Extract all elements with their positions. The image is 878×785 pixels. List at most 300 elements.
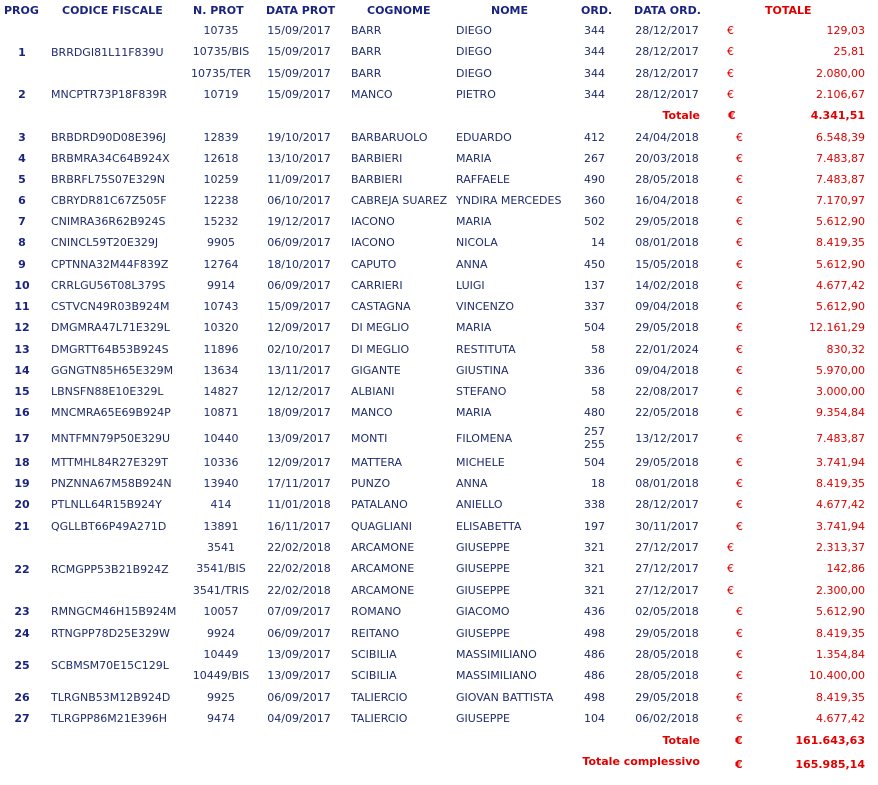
cognome-cell: REITANO (351, 627, 400, 640)
ord-cell: 412 (584, 131, 605, 144)
euro-sign: € (736, 173, 743, 186)
n-prot-cell: 12238 (203, 194, 239, 207)
euro-sign: € (736, 194, 743, 207)
ord-cell: 504 (584, 321, 605, 334)
header-codice-fiscale: CODICE FISCALE (62, 4, 163, 17)
prog-number: 27 (14, 712, 30, 725)
ord-cell: 344 (584, 67, 605, 80)
header-data-ord: DATA ORD. (634, 4, 701, 17)
importo-cell: 4.677,42 (816, 498, 865, 511)
data-prot-cell: 06/09/2017 (267, 279, 331, 292)
euro-sign: € (727, 67, 734, 80)
euro-sign: € (736, 343, 743, 356)
nome-cell: GIACOMO (456, 605, 510, 618)
ord-cell: 502 (584, 215, 605, 228)
codice-fiscale: SCBMSM70E15C129L (51, 658, 169, 672)
cognome-cell: ARCAMONE (351, 541, 415, 554)
codice-fiscale: CPTNNA32M44F839Z (51, 258, 169, 271)
ord-cell: 486 (584, 669, 605, 682)
ord-cell: 337 (584, 300, 605, 313)
grand-total-value: 165.985,14 (795, 758, 865, 771)
n-prot-cell: 10871 (203, 406, 239, 419)
euro-sign: € (727, 88, 734, 101)
euro-sign: € (736, 712, 743, 725)
importo-cell: 8.419,35 (816, 691, 865, 704)
data-prot-cell: 12/09/2017 (267, 321, 331, 334)
n-prot-cell: 10735 (203, 24, 239, 37)
data-ord-cell: 29/05/2018 (635, 215, 699, 228)
header-totale: TOTALE (765, 4, 812, 17)
data-ord-cell: 28/12/2017 (635, 67, 699, 80)
cognome-cell: PATALANO (351, 498, 408, 511)
importo-cell: 2.106,67 (816, 88, 865, 101)
prog-number: 17 (14, 432, 30, 445)
cognome-cell: ROMANO (351, 605, 402, 618)
data-prot-cell: 13/10/2017 (267, 152, 331, 165)
data-prot-cell: 15/09/2017 (267, 24, 331, 37)
ord-cell: 58 (591, 343, 605, 356)
data-prot-cell: 22/02/2018 (267, 584, 331, 597)
nome-cell: MARIA (456, 321, 492, 334)
codice-fiscale: BRBMRA34C64B924X (51, 152, 170, 165)
euro-sign: € (736, 321, 743, 334)
prog-number: 8 (18, 236, 26, 249)
nome-cell: PIETRO (456, 88, 496, 101)
euro-sign: € (736, 300, 743, 313)
data-ord-cell: 29/05/2018 (635, 627, 699, 640)
data-ord-cell: 09/04/2018 (635, 364, 699, 377)
euro-sign: € (736, 627, 743, 640)
nome-cell: MASSIMILIANO (456, 669, 537, 682)
ord-cell: 486 (584, 648, 605, 661)
nome-cell: MARIA (456, 215, 492, 228)
cognome-cell: BARBARUOLO (351, 131, 428, 144)
n-prot-cell: 10735/TER (190, 67, 251, 80)
data-ord-cell: 29/05/2018 (635, 691, 699, 704)
ord-cell: 498 (584, 691, 605, 704)
data-prot-cell: 22/02/2018 (267, 541, 331, 554)
nome-cell: YNDIRA MERCEDES (456, 194, 562, 207)
nome-cell: ANNA (456, 258, 488, 271)
n-prot-cell: 10057 (203, 605, 239, 618)
nome-cell: GIOVAN BATTISTA (456, 691, 554, 704)
prog-number: 21 (14, 520, 30, 533)
importo-cell: 8.419,35 (816, 477, 865, 490)
data-ord-cell: 27/12/2017 (635, 584, 699, 597)
nome-cell: DIEGO (456, 24, 492, 37)
importo-cell: 4.677,42 (816, 712, 865, 725)
data-ord-cell: 29/05/2018 (635, 456, 699, 469)
data-ord-cell: 28/12/2017 (635, 88, 699, 101)
data-ord-cell: 08/01/2018 (635, 236, 699, 249)
data-prot-cell: 12/09/2017 (267, 456, 331, 469)
cognome-cell: ALBIANI (351, 385, 395, 398)
cognome-cell: MANCO (351, 406, 393, 419)
importo-cell: 6.548,39 (816, 131, 865, 144)
codice-fiscale: CBRYDR81C67Z505F (51, 194, 167, 207)
cognome-cell: BARR (351, 45, 382, 58)
nome-cell: ELISABETTA (456, 520, 522, 533)
ord-cell: 336 (584, 364, 605, 377)
data-ord-cell: 09/04/2018 (635, 300, 699, 313)
data-ord-cell: 15/05/2018 (635, 258, 699, 271)
ord-cell: 344 (584, 45, 605, 58)
ord-cell: 267 (584, 152, 605, 165)
data-ord-cell: 22/08/2017 (635, 385, 699, 398)
codice-fiscale: PTLNLL64R15B924Y (51, 498, 162, 511)
data-prot-cell: 06/09/2017 (267, 691, 331, 704)
codice-fiscale: TLRGPP86M21E396H (51, 712, 167, 725)
cognome-cell: ARCAMONE (351, 584, 415, 597)
data-ord-cell: 28/05/2018 (635, 173, 699, 186)
prog-number: 23 (14, 605, 30, 618)
n-prot-cell: 10743 (203, 300, 239, 313)
prog-number: 13 (14, 343, 30, 356)
header-cognome: COGNOME (367, 4, 431, 17)
header-prog: PROG (4, 4, 39, 17)
cognome-cell: CAPUTO (351, 258, 397, 271)
prog-number: 18 (14, 456, 30, 469)
euro-sign: € (727, 45, 734, 58)
importo-cell: 2.300,00 (816, 584, 865, 597)
prog-number: 3 (18, 131, 26, 144)
codice-fiscale: DMGMRA47L71E329L (51, 321, 170, 334)
importo-cell: 25,81 (833, 45, 865, 58)
codice-fiscale: CNIMRA36R62B924S (51, 215, 166, 228)
data-prot-cell: 11/09/2017 (267, 173, 331, 186)
data-prot-cell: 18/10/2017 (267, 258, 331, 271)
data-ord-cell: 28/05/2018 (635, 648, 699, 661)
data-prot-cell: 06/09/2017 (267, 236, 331, 249)
cognome-cell: CABREJA SUAREZ (351, 194, 448, 207)
codice-fiscale: CNINCL59T20E329J (51, 236, 159, 249)
importo-cell: 2.313,37 (816, 541, 865, 554)
importo-cell: 4.677,42 (816, 279, 865, 292)
n-prot-cell: 10320 (203, 321, 239, 334)
euro-sign: € (736, 131, 743, 144)
euro-sign: € (736, 498, 743, 511)
codice-fiscale: RMNGCM46H15B924M (51, 605, 177, 618)
nome-cell: GIUSEPPE (456, 627, 510, 640)
cognome-cell: IACONO (351, 236, 395, 249)
nome-cell: STEFANO (456, 385, 507, 398)
cognome-cell: MONTI (351, 432, 388, 445)
n-prot-cell: 10735/BIS (192, 45, 250, 58)
n-prot-cell: 13891 (203, 520, 239, 533)
n-prot-cell: 10259 (203, 173, 239, 186)
prog-number: 7 (18, 215, 26, 228)
ord-cell: 321 (584, 541, 605, 554)
data-ord-cell: 27/12/2017 (635, 562, 699, 575)
n-prot-cell: 13634 (203, 364, 239, 377)
n-prot-cell: 9905 (207, 236, 235, 249)
n-prot-cell: 10440 (203, 432, 239, 445)
n-prot-cell: 3541/BIS (196, 562, 246, 575)
cognome-cell: DI MEGLIO (351, 343, 410, 356)
ord-cell: 197 (584, 520, 605, 533)
euro-sign: € (736, 385, 743, 398)
ord-cell: 257 (584, 425, 605, 438)
data-ord-cell: 24/04/2018 (635, 131, 699, 144)
prog-number: 25 (14, 658, 30, 672)
ord-cell: 18 (591, 477, 605, 490)
data-ord-cell: 28/05/2018 (635, 669, 699, 682)
n-prot-cell: 414 (210, 498, 232, 511)
euro-sign: € (736, 258, 743, 271)
euro-sign: € (736, 215, 743, 228)
prog-number: 6 (18, 194, 26, 207)
ord-cell: 58 (591, 385, 605, 398)
cognome-cell: CARRIERI (351, 279, 403, 292)
data-prot-cell: 17/11/2017 (267, 477, 331, 490)
codice-fiscale: MNCMRA65E69B924P (51, 406, 171, 419)
data-ord-cell: 08/01/2018 (635, 477, 699, 490)
ord-cell: 436 (584, 605, 605, 618)
data-ord-cell: 22/05/2018 (635, 406, 699, 419)
codice-fiscale: CRRLGU56T08L379S (51, 279, 166, 292)
nome-cell: VINCENZO (456, 300, 515, 313)
nome-cell: GIUSEPPE (456, 712, 510, 725)
cognome-cell: MANCO (351, 88, 393, 101)
euro-sign: € (727, 584, 734, 597)
ord-cell: 480 (584, 406, 605, 419)
codice-fiscale: MNCPTR73P18F839R (51, 88, 167, 101)
n-prot-cell: 3541 (207, 541, 235, 554)
cognome-cell: MATTERA (351, 456, 403, 469)
grand-total-label: Totale complessivo (582, 755, 700, 768)
prog-number: 5 (18, 173, 26, 186)
ord-cell: 137 (584, 279, 605, 292)
importo-cell: 7.483,87 (816, 173, 865, 186)
importo-cell: 5.612,90 (816, 258, 865, 271)
cognome-cell: PUNZO (351, 477, 391, 490)
euro-sign: € (727, 562, 734, 575)
cognome-cell: SCIBILIA (351, 648, 397, 661)
euro-sign: € (736, 477, 743, 490)
ord-cell: 344 (584, 24, 605, 37)
codice-fiscale: QGLLBT66P49A271D (51, 520, 167, 533)
n-prot-cell: 9925 (207, 691, 235, 704)
data-prot-cell: 19/12/2017 (267, 215, 331, 228)
data-ord-cell: 02/05/2018 (635, 605, 699, 618)
euro-sign: € (736, 432, 743, 445)
data-ord-cell: 28/12/2017 (635, 45, 699, 58)
euro-sign: € (728, 109, 736, 122)
nome-cell: MICHELE (456, 456, 505, 469)
importo-cell: 129,03 (826, 24, 865, 37)
importo-cell: 1.354,84 (816, 648, 865, 661)
importo-cell: 12.161,29 (809, 321, 865, 334)
importo-cell: 5.612,90 (816, 605, 865, 618)
ord-cell: 321 (584, 562, 605, 575)
cognome-cell: GIGANTE (351, 364, 401, 377)
data-prot-cell: 15/09/2017 (267, 45, 331, 58)
nome-cell: LUIGI (456, 279, 485, 292)
prog-number: 22 (14, 562, 30, 576)
euro-sign: € (736, 605, 743, 618)
ord-cell: 104 (584, 712, 605, 725)
importo-cell: 8.419,35 (816, 627, 865, 640)
data-ord-cell: 28/12/2017 (635, 498, 699, 511)
nome-cell: GIUSEPPE (456, 584, 510, 597)
euro-sign: € (736, 152, 743, 165)
data-prot-cell: 06/10/2017 (267, 194, 331, 207)
cognome-cell: ARCAMONE (351, 562, 415, 575)
prog-number: 4 (18, 152, 26, 165)
euro-sign: € (736, 279, 743, 292)
prog-number: 16 (14, 406, 30, 419)
ord-cell-secondary: 255 (584, 438, 605, 451)
codice-fiscale: TLRGNB53M12B924D (51, 691, 171, 704)
euro-sign: € (736, 406, 743, 419)
euro-sign: € (727, 24, 734, 37)
importo-cell: 142,86 (826, 562, 865, 575)
data-prot-cell: 13/09/2017 (267, 648, 331, 661)
data-prot-cell: 13/09/2017 (267, 669, 331, 682)
data-prot-cell: 18/09/2017 (267, 406, 331, 419)
codice-fiscale: RTNGPP78D25E329W (51, 627, 170, 640)
header-n-prot: N. PROT (193, 4, 244, 17)
nome-cell: RESTITUTA (456, 343, 516, 356)
euro-sign: € (735, 758, 743, 771)
data-ord-cell: 20/03/2018 (635, 152, 699, 165)
euro-sign: € (736, 691, 743, 704)
data-prot-cell: 15/09/2017 (267, 67, 331, 80)
data-prot-cell: 06/09/2017 (267, 627, 331, 640)
nome-cell: NICOLA (456, 236, 498, 249)
ord-cell: 338 (584, 498, 605, 511)
codice-fiscale: RCMGPP53B21B924Z (51, 562, 169, 576)
data-prot-cell: 11/01/2018 (267, 498, 331, 511)
nome-cell: GIUSEPPE (456, 562, 510, 575)
ord-cell: 14 (591, 236, 605, 249)
cognome-cell: DI MEGLIO (351, 321, 410, 334)
n-prot-cell: 15232 (203, 215, 239, 228)
data-prot-cell: 15/09/2017 (267, 300, 331, 313)
data-ord-cell: 28/12/2017 (635, 24, 699, 37)
cognome-cell: BARR (351, 24, 382, 37)
codice-fiscale: LBNSFN88E10E329L (51, 385, 164, 398)
n-prot-cell: 9924 (207, 627, 235, 640)
euro-sign: € (736, 364, 743, 377)
data-prot-cell: 22/02/2018 (267, 562, 331, 575)
cognome-cell: QUAGLIANI (351, 520, 412, 533)
data-ord-cell: 22/01/2024 (635, 343, 699, 356)
codice-fiscale: CSTVCN49R03B924M (51, 300, 170, 313)
codice-fiscale: BRBDRD90D08E396J (51, 131, 166, 144)
data-ord-cell: 13/12/2017 (635, 432, 699, 445)
prog-number: 26 (14, 691, 30, 704)
n-prot-cell: 14827 (203, 385, 239, 398)
ord-cell: 360 (584, 194, 605, 207)
codice-fiscale: MTTMHL84R27E329T (51, 456, 168, 469)
cognome-cell: TALIERCIO (351, 712, 408, 725)
euro-sign: € (735, 734, 743, 747)
ord-cell: 450 (584, 258, 605, 271)
data-ord-cell: 27/12/2017 (635, 541, 699, 554)
importo-cell: 7.483,87 (816, 152, 865, 165)
ord-cell: 504 (584, 456, 605, 469)
data-ord-cell: 29/05/2018 (635, 321, 699, 334)
prog-number: 1 (18, 45, 26, 59)
n-prot-cell: 12764 (203, 258, 239, 271)
subtotal-1-label: Totale (662, 109, 700, 122)
data-ord-cell: 16/04/2018 (635, 194, 699, 207)
codice-fiscale: DMGRTT64B53B924S (51, 343, 169, 356)
importo-cell: 5.612,90 (816, 300, 865, 313)
data-prot-cell: 07/09/2017 (267, 605, 331, 618)
importo-cell: 5.970,00 (816, 364, 865, 377)
codice-fiscale: BRBRFL75S07E329N (51, 173, 165, 186)
nome-cell: RAFFAELE (456, 173, 510, 186)
cognome-cell: BARBIERI (351, 173, 403, 186)
codice-fiscale: PNZNNA67M58B924N (51, 477, 172, 490)
cognome-cell: SCIBILIA (351, 669, 397, 682)
data-prot-cell: 13/11/2017 (267, 364, 331, 377)
nome-cell: GIUSTINA (456, 364, 509, 377)
cognome-cell: BARBIERI (351, 152, 403, 165)
importo-cell: 830,32 (826, 343, 865, 356)
euro-sign: € (736, 669, 743, 682)
data-prot-cell: 19/10/2017 (267, 131, 331, 144)
n-prot-cell: 10336 (203, 456, 239, 469)
importo-cell: 3.000,00 (816, 385, 865, 398)
ord-cell: 490 (584, 173, 605, 186)
prog-number: 19 (14, 477, 30, 490)
data-ord-cell: 14/02/2018 (635, 279, 699, 292)
prog-number: 12 (14, 321, 30, 334)
ord-cell: 321 (584, 584, 605, 597)
n-prot-cell: 10449/BIS (192, 669, 250, 682)
importo-cell: 8.419,35 (816, 236, 865, 249)
importo-cell: 5.612,90 (816, 215, 865, 228)
subtotal-2-value: 161.643,63 (795, 734, 865, 747)
prog-number: 9 (18, 258, 26, 271)
prog-number: 11 (14, 300, 30, 313)
header-nome: NOME (491, 4, 529, 17)
cognome-cell: BARR (351, 67, 382, 80)
importo-cell: 10.400,00 (809, 669, 865, 682)
header-data-prot: DATA PROT (266, 4, 336, 17)
n-prot-cell: 12839 (203, 131, 239, 144)
importo-cell: 3.741,94 (816, 520, 865, 533)
nome-cell: DIEGO (456, 67, 492, 80)
data-prot-cell: 04/09/2017 (267, 712, 331, 725)
ord-cell: 344 (584, 88, 605, 101)
nome-cell: GIUSEPPE (456, 541, 510, 554)
header-ord: ORD. (581, 4, 613, 17)
importo-cell: 2.080,00 (816, 67, 865, 80)
n-prot-cell: 9474 (207, 712, 235, 725)
subtotal-1-value: 4.341,51 (810, 109, 865, 122)
importo-cell: 3.741,94 (816, 456, 865, 469)
importo-cell: 7.483,87 (816, 432, 865, 445)
prog-number: 2 (18, 88, 26, 101)
codice-fiscale: BRRDGI81L11F839U (51, 45, 164, 59)
n-prot-cell: 11896 (203, 343, 239, 356)
data-prot-cell: 15/09/2017 (267, 88, 331, 101)
nome-cell: FILOMENA (456, 432, 513, 445)
data-prot-cell: 16/11/2017 (267, 520, 331, 533)
prog-number: 24 (14, 627, 30, 640)
prog-number: 20 (14, 498, 30, 511)
euro-sign: € (736, 648, 743, 661)
data-ord-cell: 06/02/2018 (635, 712, 699, 725)
cognome-cell: CASTAGNA (351, 300, 411, 313)
n-prot-cell: 10719 (203, 88, 239, 101)
euro-sign: € (736, 236, 743, 249)
data-ord-cell: 30/11/2017 (635, 520, 699, 533)
